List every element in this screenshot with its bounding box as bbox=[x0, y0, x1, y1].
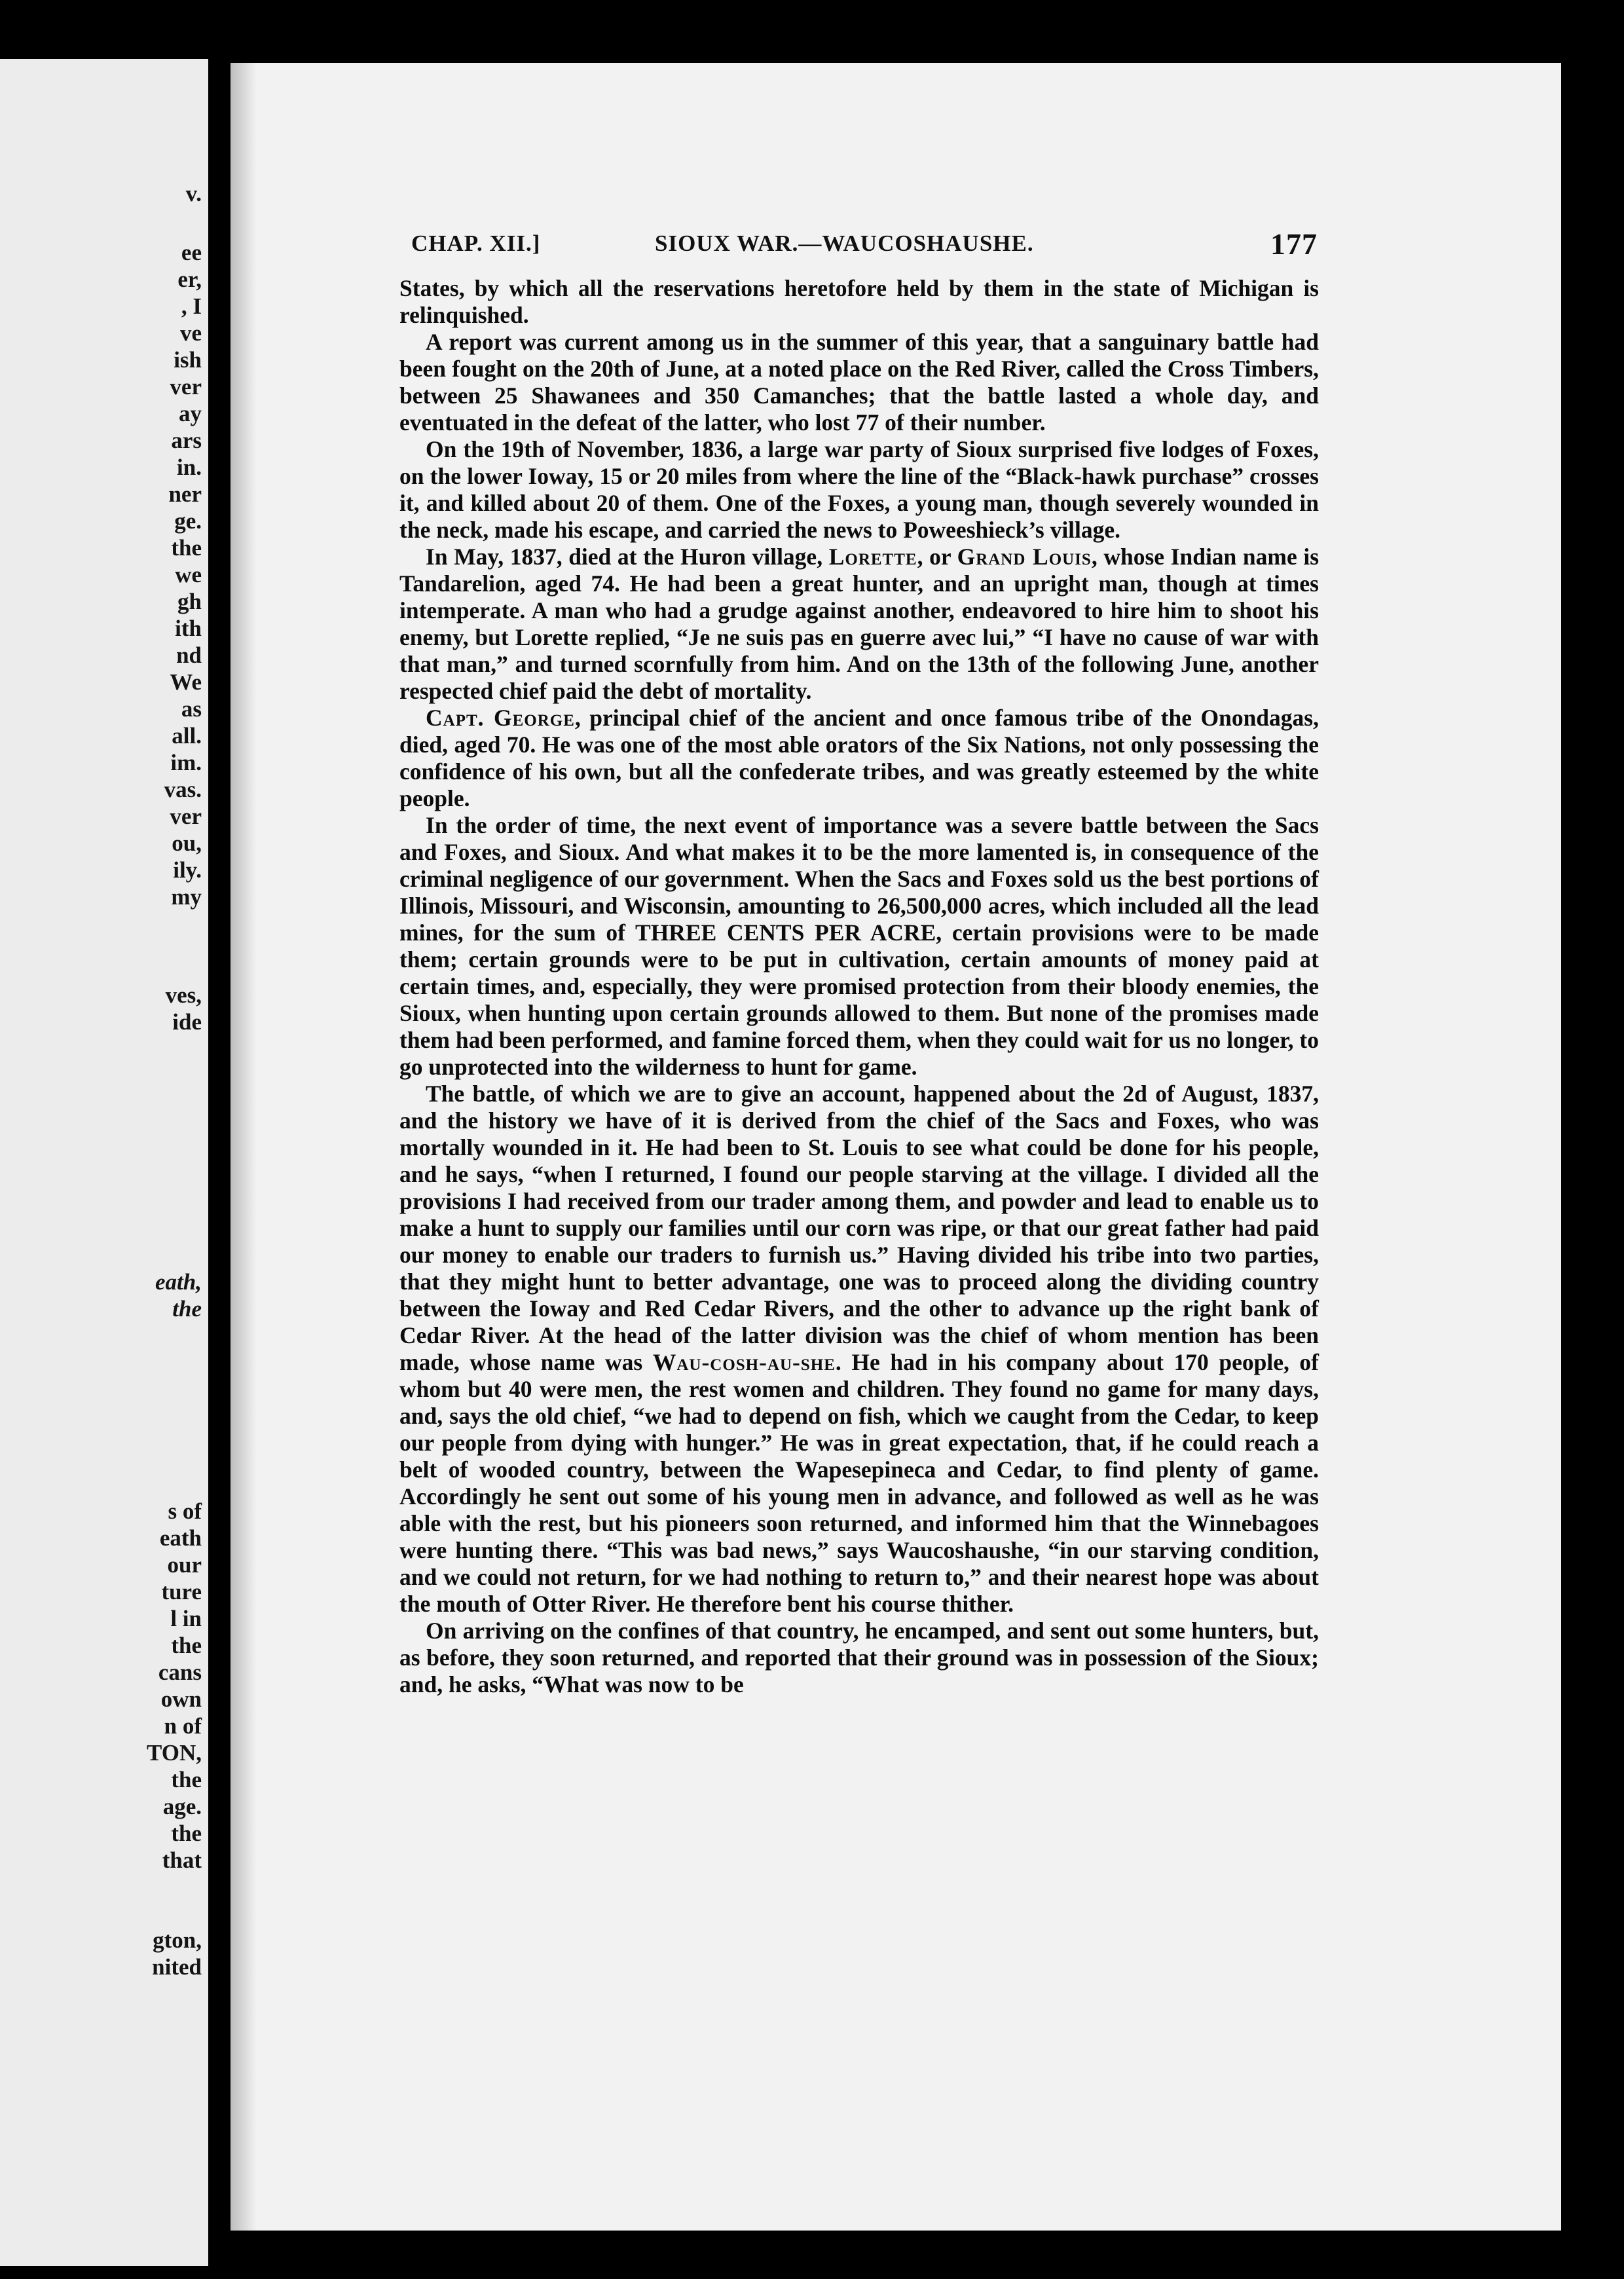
left-page-fragment: our bbox=[167, 1552, 202, 1578]
paragraph-3: On the 19th of November, 1836, a large war party of Sioux surprised five lodges of Foxes, on the lower Ioway, 15 or 20 miles from where the line of the “Black-hawk purchase” crosses it, and killed about 20 of them. One of the Foxes, a young man, though severely wounded in the neck, made his escape, and carried the news to Poweeshieck’s village. bbox=[399, 436, 1319, 543]
left-page-fragment: ide bbox=[172, 1009, 202, 1035]
left-page-fragment: We bbox=[170, 669, 202, 695]
left-page-fragment: the bbox=[171, 1633, 202, 1658]
left-page-fragment: the bbox=[171, 1767, 202, 1792]
left-page-fragment: l in bbox=[170, 1606, 202, 1631]
left-page-fragment: ves, bbox=[165, 982, 202, 1008]
left-page-fragment: we bbox=[175, 562, 202, 587]
name-grand-louis: Grand Louis bbox=[957, 544, 1092, 570]
p7-text-b: . He had in his company about 170 people, of whom but 40 were men, the rest women and children. They found no game for many days, and, says the old chief, “we had to depend on fish, which we caught from the Cedar, to keep our people from dying with hunger.” He was in great expectation, that, if he could reach a belt of wooded country, between the Wapesepineca and Cedar, to find plenty of game. Accordingly he sent out some of his young men in advance, and followed as well as he was able with the rest, but his pioneers soon returned, and informed him that the Winnebagoes were hunting there. “This was bad news,” says Waucoshaushe, “in our starving condition, and we could not return, for we had nothing to return to,” and their nearest hope was about the mouth of Otter River. He therefore bent his course thither. bbox=[399, 1349, 1319, 1617]
left-page-fragment: ve bbox=[179, 320, 202, 346]
running-title: SIOUX WAR.—WAUCOSHAUSHE. bbox=[655, 231, 1034, 256]
name-capt-george: Capt. George bbox=[426, 705, 575, 731]
left-page-fragment: nited bbox=[152, 1954, 202, 1980]
left-page-fragment: ee bbox=[181, 240, 202, 265]
left-page-fragment: s of bbox=[168, 1498, 202, 1524]
page-number: 177 bbox=[1270, 227, 1318, 261]
paragraph-6: In the order of time, the next event of importance was a severe battle between the Sacs and Foxes, and Sioux. And what makes it to be the more lamented is, in consequence of the criminal negligence of our government. When the Sacs and Foxes sold us the best portions of Illinois, Missouri, and Wisconsin, amounting to 26,500,000 acres, which included all the lead mines, for the sum of THREE CENTS PER ACRE, certain provisions were to be made them; certain grounds were to be put in cultivation, certain amounts of money paid at certain times, and, especially, they were promised protection from their bloody enemies, the Sioux, when hunting upon certain grounds allowed to them. But none of the promises made them had been performed, and famine forced them, when they could wait for us no longer, to go unprotected into the wilderness to hunt for game. bbox=[399, 812, 1319, 1080]
left-page-fragment: ver bbox=[170, 804, 202, 829]
left-page-fragment: in. bbox=[177, 454, 202, 480]
left-page-fragment: ou, bbox=[172, 830, 202, 856]
left-page-fragment: ars bbox=[171, 428, 202, 453]
left-page-fragment: ge. bbox=[174, 508, 202, 534]
left-page-fragment: that bbox=[162, 1847, 202, 1873]
left-page-fragment: ith bbox=[175, 616, 202, 641]
paragraph-2: A report was current among us in the summer of this year, that a sanguinary battle had been fought on the 20th of June, at a noted place on the Red River, called the Cross Timbers, between 25 Shawanees and 350 Camanches; that the battle lasted a whole day, and eventuated in the defeat of the latter, who lost 77 of their number. bbox=[399, 329, 1319, 435]
left-page-fragment: n of bbox=[164, 1713, 202, 1739]
left-page-fragment: ver bbox=[170, 374, 202, 399]
left-page-fragment: the bbox=[172, 1296, 202, 1322]
left-page-fragment: age. bbox=[162, 1794, 202, 1819]
p4-text-c: , whose Indian name is Tandarelion, aged 74. He had been a great hunter, and an upright man, though at times intemperate. A man who had a grudge against another, endeavored to hire him to shoot his enemy, but Lorette replied, “Je ne suis pas en guerre avec lui,” “I have no cause of war with that man,” and turned scornfully from him. And on the 13th of the following June, another respected chief paid the debt of mortality. bbox=[399, 544, 1320, 704]
left-page-fragment: vas. bbox=[164, 777, 202, 802]
left-page-fragment: gh bbox=[177, 589, 202, 614]
paragraph-8: On arriving on the confines of that country, he encamped, and sent out some hunters, but, as before, they soon returned, and reported that their ground was in possession of the Sioux; and, he asks, “What was now to be bbox=[399, 1618, 1319, 1697]
chapter-label: CHAP. XII.] bbox=[411, 231, 541, 256]
left-page-fragment: ay bbox=[179, 401, 202, 426]
left-page-fragment: the bbox=[171, 1821, 202, 1846]
p7-text-a: The battle, of which we are to give an account, happened about the 2d of August, 1837, and the history we have of it is derived from the chief of the Sacs and Foxes, who was mortally wounded in it. He had been to St. Louis to see what could be done for his people, and he says, “when I returned, I found our people starving at the village. I divided all the provisions I had received from our trader among them, and powder and lead to enable us to make a hunt to supply our families until our corn was ripe, or that our great father had paid our money to enable our traders to furnish us.” Having divided his tribe into two parties, that they might hunt to better advantage, one was to proceed along the dividing country between the Ioway and Red Cedar Rivers, and the other to advance up the right bank of Cedar River. At the head of the latter division was the chief of whom mention has been made, whose name was bbox=[399, 1081, 1319, 1375]
left-page-fragment: ish bbox=[174, 347, 202, 373]
left-page-fragment: nd bbox=[176, 642, 202, 668]
left-page-fragment: as bbox=[181, 696, 202, 722]
left-page-fragment: the bbox=[171, 535, 202, 561]
left-page-fragment: my bbox=[171, 884, 202, 910]
left-page-fragment: TON, bbox=[147, 1740, 202, 1766]
left-page-fragment: cans bbox=[158, 1659, 202, 1685]
left-page-fragment: er, bbox=[177, 267, 202, 292]
paragraph-5 bbox=[399, 705, 1319, 812]
paragraph-7 bbox=[399, 1081, 1319, 1618]
left-page-fragment: ner bbox=[168, 481, 202, 507]
name-lorette: Lorette bbox=[828, 544, 917, 570]
p4-text-a: In May, 1837, died at the Huron village, bbox=[426, 544, 823, 570]
paragraph-1: States, by which all the reservations heretofore held by them in the state of Michigan is relinquished. bbox=[399, 275, 1319, 328]
left-page-fragment: own bbox=[160, 1686, 202, 1712]
p4-text-b: , or bbox=[917, 544, 951, 570]
left-page-fragment: ily. bbox=[173, 857, 202, 883]
left-page-fragment: im. bbox=[170, 750, 202, 775]
p5-text: , principal chief of the ancient and once famous tribe of the Onondagas, died, aged 70. He was one of the most able orators of the Six Nations, not only possessing the confidence of his own, but all the confederate tribes, and was greatly esteemed by the white people. bbox=[399, 705, 1319, 811]
left-page-fragment: , I bbox=[181, 293, 202, 319]
paragraph-4 bbox=[399, 544, 1319, 705]
left-page-fragment: eath bbox=[159, 1525, 202, 1551]
left-page-fragment: gton, bbox=[153, 1927, 202, 1953]
binding-shadow bbox=[231, 63, 257, 2231]
page-body bbox=[399, 275, 1319, 1698]
left-page-fragment: v. bbox=[185, 181, 202, 206]
name-waucoshaushe: Wau-cosh-au-she bbox=[652, 1349, 836, 1375]
left-page-fragment: ture bbox=[161, 1579, 202, 1604]
left-page-fragment: eath, bbox=[155, 1269, 202, 1295]
left-page-fragment: all. bbox=[172, 723, 202, 749]
left-page bbox=[0, 59, 208, 2266]
running-header bbox=[411, 227, 1318, 263]
